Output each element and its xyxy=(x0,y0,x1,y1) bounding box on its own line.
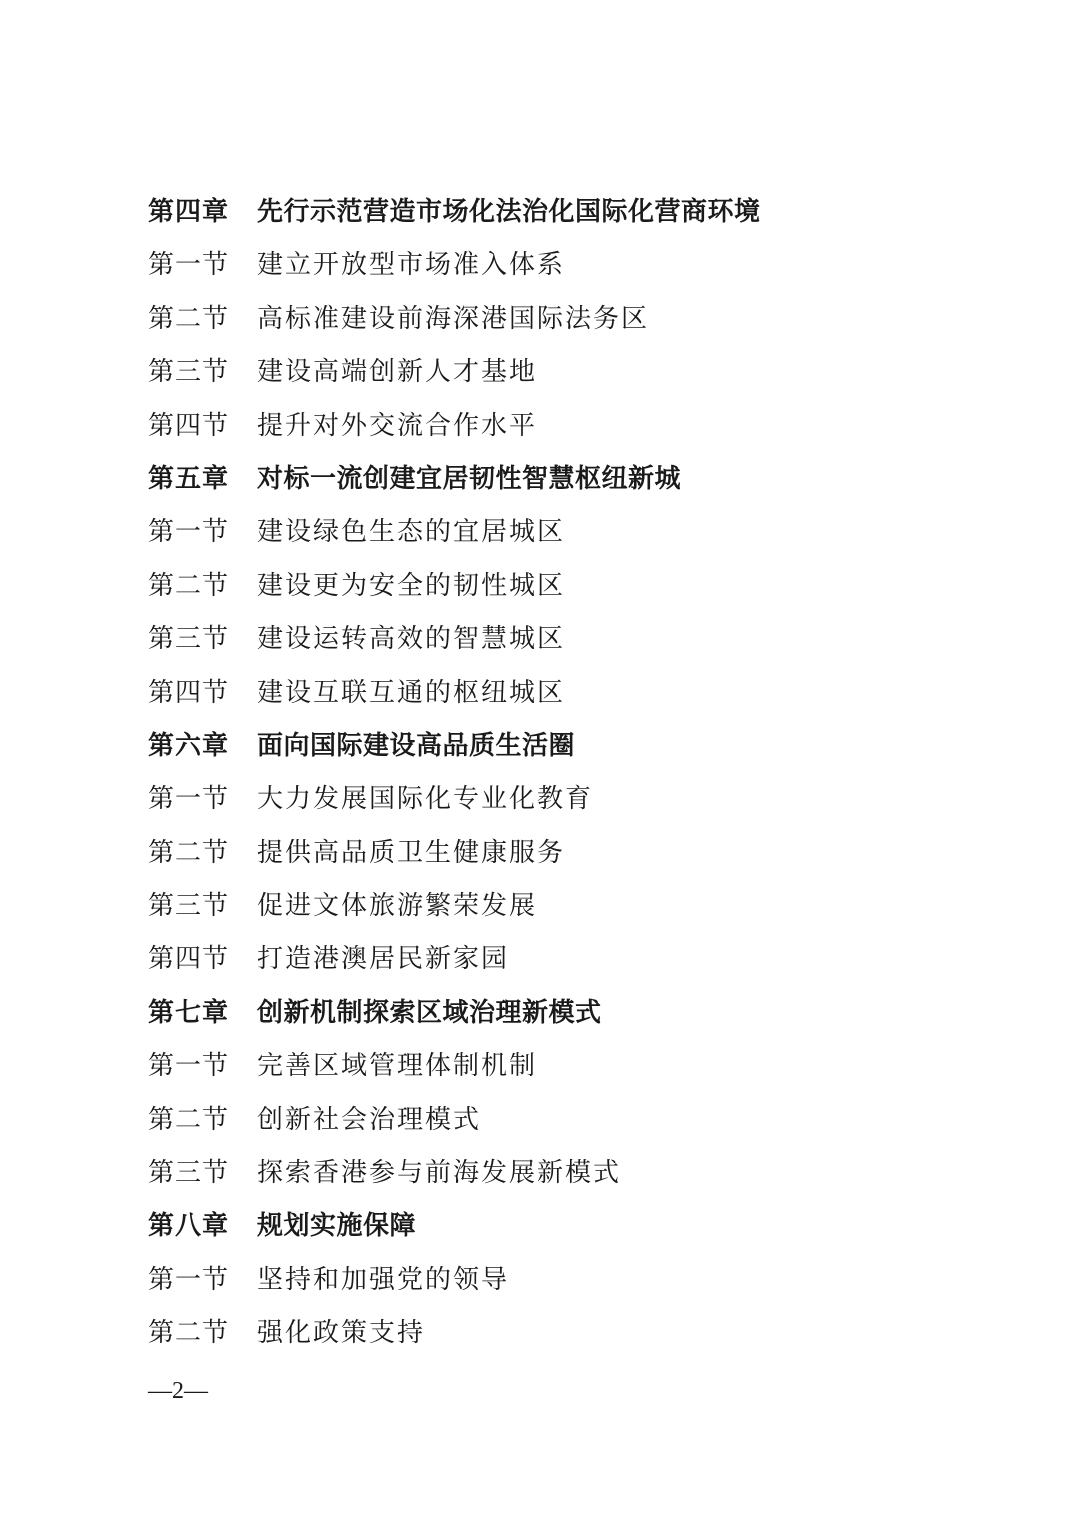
section-title: 提供高品质卫生健康服务 xyxy=(257,837,566,868)
table-of-contents xyxy=(148,186,1028,1361)
section-number: 第四节 xyxy=(148,944,230,975)
section-number: 第一节 xyxy=(148,784,230,815)
section-number: 第一节 xyxy=(148,1051,230,1082)
toc-section xyxy=(148,1040,1028,1093)
chapter-title: 对标一流创建宜居韧性智慧枢纽新城 xyxy=(257,463,682,494)
toc-chapter-5 xyxy=(148,453,1028,506)
toc-section xyxy=(148,613,1028,666)
section-title: 打造港澳居民新家园 xyxy=(257,944,510,975)
section-number: 第二节 xyxy=(148,303,230,334)
section-title: 探索香港参与前海发展新模式 xyxy=(257,1158,622,1189)
chapter-number: 第七章 xyxy=(148,997,230,1028)
section-number: 第一节 xyxy=(148,517,230,548)
section-title: 促进文体旅游繁荣发展 xyxy=(257,891,538,922)
chapter-number: 第八章 xyxy=(148,1211,230,1242)
section-title: 坚持和加强党的领导 xyxy=(257,1264,510,1295)
section-number: 第三节 xyxy=(148,1158,230,1189)
section-title: 创新社会治理模式 xyxy=(257,1104,482,1135)
toc-section xyxy=(148,880,1028,933)
toc-section xyxy=(148,827,1028,880)
section-number: 第三节 xyxy=(148,891,230,922)
section-title: 建设高端创新人才基地 xyxy=(257,357,538,388)
toc-section xyxy=(148,1307,1028,1360)
section-title: 建设更为安全的韧性城区 xyxy=(257,570,566,601)
chapter-title: 创新机制探索区域治理新模式 xyxy=(257,997,602,1028)
section-title: 强化政策支持 xyxy=(257,1318,426,1349)
toc-chapter-7 xyxy=(148,987,1028,1040)
section-number: 第二节 xyxy=(148,1318,230,1349)
section-title: 建设互联互通的枢纽城区 xyxy=(257,677,566,708)
section-title: 建设绿色生态的宜居城区 xyxy=(257,517,566,548)
chapter-title: 先行示范营造市场化法治化国际化营商环境 xyxy=(257,197,761,227)
section-number: 第二节 xyxy=(148,1104,230,1135)
toc-section xyxy=(148,560,1028,613)
chapter-title: 规划实施保障 xyxy=(257,1211,417,1242)
toc-section xyxy=(148,667,1028,720)
section-title: 建立开放型市场准入体系 xyxy=(257,250,566,281)
page-number: —2— xyxy=(148,1378,208,1404)
section-title: 提升对外交流合作水平 xyxy=(257,410,538,441)
section-number: 第一节 xyxy=(148,250,230,281)
toc-chapter-6 xyxy=(148,720,1028,773)
toc-section xyxy=(148,1094,1028,1147)
section-title: 高标准建设前海深港国际法务区 xyxy=(257,303,650,334)
toc-section xyxy=(148,773,1028,826)
chapter-number: 第五章 xyxy=(148,463,230,494)
section-title: 大力发展国际化专业化教育 xyxy=(257,784,594,815)
section-number: 第二节 xyxy=(148,837,230,868)
toc-chapter-4 xyxy=(148,186,1028,239)
toc-section xyxy=(148,933,1028,986)
toc-section xyxy=(148,239,1028,292)
toc-section xyxy=(148,506,1028,559)
section-number: 第三节 xyxy=(148,624,230,655)
section-number: 第一节 xyxy=(148,1264,230,1295)
chapter-number: 第四章 xyxy=(148,197,230,227)
toc-chapter-8 xyxy=(148,1200,1028,1253)
section-number: 第二节 xyxy=(148,570,230,601)
section-number: 第四节 xyxy=(148,677,230,708)
chapter-number: 第六章 xyxy=(148,730,230,761)
section-title: 完善区域管理体制机制 xyxy=(257,1051,538,1082)
toc-section xyxy=(148,400,1028,453)
toc-section xyxy=(148,1147,1028,1200)
toc-section xyxy=(148,1254,1028,1307)
section-title: 建设运转高效的智慧城区 xyxy=(257,624,566,655)
chapter-title: 面向国际建设高品质生活圈 xyxy=(257,730,576,761)
section-number: 第四节 xyxy=(148,410,230,441)
toc-section xyxy=(148,346,1028,399)
toc-section xyxy=(148,293,1028,346)
section-number: 第三节 xyxy=(148,357,230,388)
